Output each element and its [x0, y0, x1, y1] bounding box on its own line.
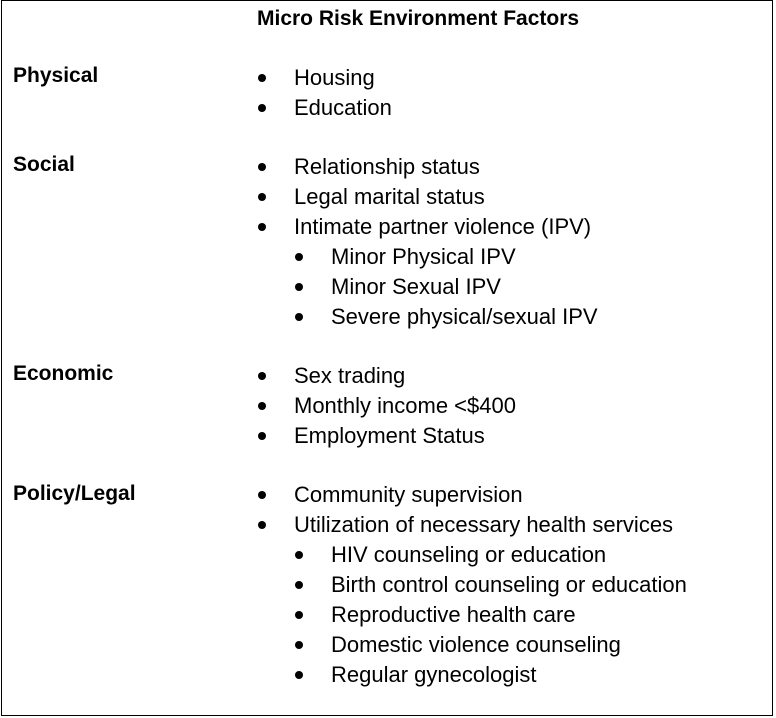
bullet-icon — [258, 432, 266, 440]
bullet-icon — [258, 223, 266, 231]
bullet-icon — [295, 611, 303, 619]
category-physical: Physical — [13, 64, 99, 87]
bullet-icon — [295, 551, 303, 559]
category-social: Social — [13, 153, 75, 176]
bullet-icon — [258, 104, 266, 112]
bullet-icon — [258, 521, 266, 529]
bullet-icon — [258, 193, 266, 201]
bullet-icon — [258, 402, 266, 410]
category-policy-legal: Policy/Legal — [13, 482, 136, 505]
bullet-icon — [295, 581, 303, 589]
category-economic: Economic — [13, 362, 114, 385]
bullet-icon — [258, 74, 266, 82]
bullet-icon — [295, 253, 303, 261]
bullet-icon — [258, 163, 266, 171]
bullet-icon — [295, 313, 303, 321]
bullet-icon — [258, 491, 266, 499]
table-title: Micro Risk Environment Factors — [257, 7, 580, 30]
bullet-icon — [295, 283, 303, 291]
bullet-icon — [258, 372, 266, 380]
bullet-icon — [295, 641, 303, 649]
bullet-icon — [295, 671, 303, 679]
table-frame: Micro Risk Environment Factors Physical Housing Education Social Relationship status Legal marital status Intimate partner violence (IPV) Minor Physical IPV Minor Sexual IPV Severe physical/sexual IPV Economic Sex trading Monthly income <$400 Employment Status Policy/Legal Community supervision Utilization of necessary health services HIV counseling or education Birth control counseling or education Reproductive health care Domestic violence counseling Regular gynecologist — [1, 0, 773, 716]
